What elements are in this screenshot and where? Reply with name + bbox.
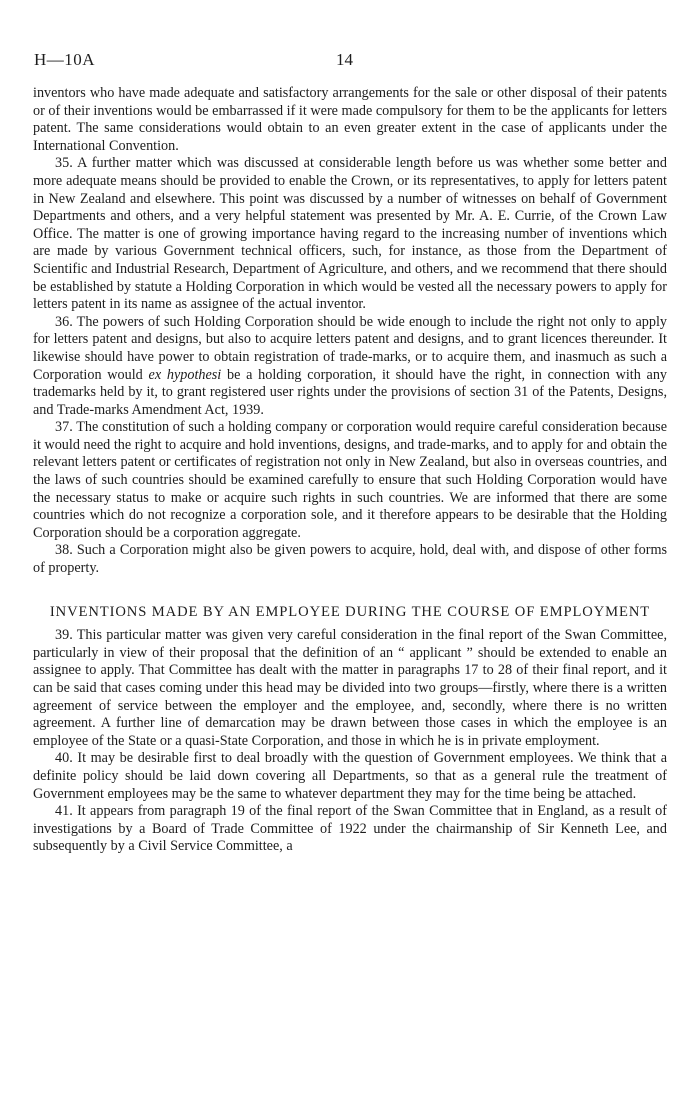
paragraph-number: 37. <box>55 419 73 436</box>
paragraph-text: It appears from paragraph 19 of the final report of the Swan Committee that in England, as a result of investigations by a Board of Trade Committee of 1922 under the chairmanship of Sir Kenneth Lee, and subsequently by a Civil Service Committee, a <box>33 803 667 855</box>
paragraph-35 <box>33 155 667 313</box>
paragraph-36 <box>33 314 667 420</box>
paragraph-38 <box>33 542 667 577</box>
section-heading: INVENTIONS MADE BY AN EMPLOYEE DURING THE COURSE OF EMPLOYMENT <box>49 603 651 620</box>
paragraph-text: inventors who have made adequate and satisfactory arrangements for the sale or other disposal of their patents or of their inventions would be embarrassed if it were made compulsory for them to be the applicants for letters patent. The same considerations would obtain to an even greater extent in the case of applicants under the International Convention. <box>33 85 667 154</box>
page-number: 14 <box>336 50 353 69</box>
paragraph-text: It may be desirable first to deal broadly with the question of Government employees. We think that a definite policy should be laid down covering all Departments, so that as a general rule the treatment of Government employees may be the same to whatever department they may for the time being be attached. <box>33 750 668 802</box>
paragraph-number: 36. <box>55 313 73 330</box>
document-page <box>33 0 667 856</box>
paragraph-text: The powers of such Holding Corporation should be wide enough to include the right not only to apply for letters patent and designs, but also to acquire letters patent and designs, and to grant licences thereunder. It likewise should have power to obtain registration of trade-marks, or to acquire them, and inasmuch as such a Corporation would <box>33 313 667 383</box>
italic-phrase: ex hypothesi <box>148 366 222 383</box>
paragraph-number: 38. <box>55 542 73 559</box>
paragraph-text: This particular matter was given very careful consideration in the final report of the Swan Committee, particularly in view of their proposal that the definition of an “ applicant ” should be extended to enable an assignee to apply. That Committee has dealt with the matter in paragraphs 17 to 28 of their final report, and it can be said that cases coming under this head may be divided into two groups—firstly, where there is a written agreement of service between the employer and the employee, and, secondly, where there is no written agreement. A further line of demarcation may be drawn between those cases in which the employee is an employee of the State or a quasi-State Corporation, and those in which he is in private employment. <box>33 627 667 749</box>
paragraph-number: 39. <box>55 627 73 644</box>
paragraph-continued <box>33 85 667 155</box>
body-text <box>33 85 667 856</box>
paragraph-40 <box>33 750 667 803</box>
paragraph-37 <box>33 419 667 542</box>
paragraph-number: 35. <box>55 155 73 172</box>
page-header <box>33 50 667 80</box>
paragraph-number: 41. <box>55 803 73 820</box>
paragraph-text: Such a Corporation might also be given powers to acquire, hold, deal with, and dispose of other forms of property. <box>33 542 668 577</box>
paragraph-text: The constitution of such a holding company or corporation would require careful consideration because it would need the right to acquire and hold inventions, designs, and trade-marks, and to apply for and obtain the relevant letters patent or certificates of registration not only in New Zealand, but also in overseas countries, and the laws of such countries should be examined carefully to ensure that such Holding Corporation would have the necessary status to make or acquire such rights in such countries. We are informed that there are some countries which do not recognize a corporation sole, and it therefore appears to be desirable that the Holding Corporation should be a corporation aggregate. <box>33 419 668 541</box>
document-reference: H—10A <box>34 50 96 69</box>
paragraph-number: 40. <box>55 750 73 767</box>
paragraph-text-continued: be a holding corporation, it should have the right, in connection with any trademarks held by it, to grant registered user rights under the provisions of section 31 of the Patents, Designs, and Trade-marks Amendment Act, 1939. <box>33 366 668 418</box>
paragraph-text: A further matter which was discussed at considerable length before us was whether some better and more adequate means should be provided to enable the Crown, or its representatives, to apply for letters patent in New Zealand and elsewhere. This point was discussed by a number of witnesses on behalf of Government Departments and others, and a very helpful statement was presented by Mr. A. E. Currie, of the Crown Law Office. The matter is one of growing importance having regard to the increasing number of inventions which are made by various Government technical officers, such, for instance, as those from the Department of Scientific and Industrial Research, Department of Agriculture, and others, and we recommend that there should be established by statute a Holding Corporation in which would be vested all the necessary powers to apply for letters patent in its name as assignee of the actual inventor. <box>33 155 667 313</box>
paragraph-41 <box>33 803 667 856</box>
paragraph-39 <box>33 627 667 750</box>
